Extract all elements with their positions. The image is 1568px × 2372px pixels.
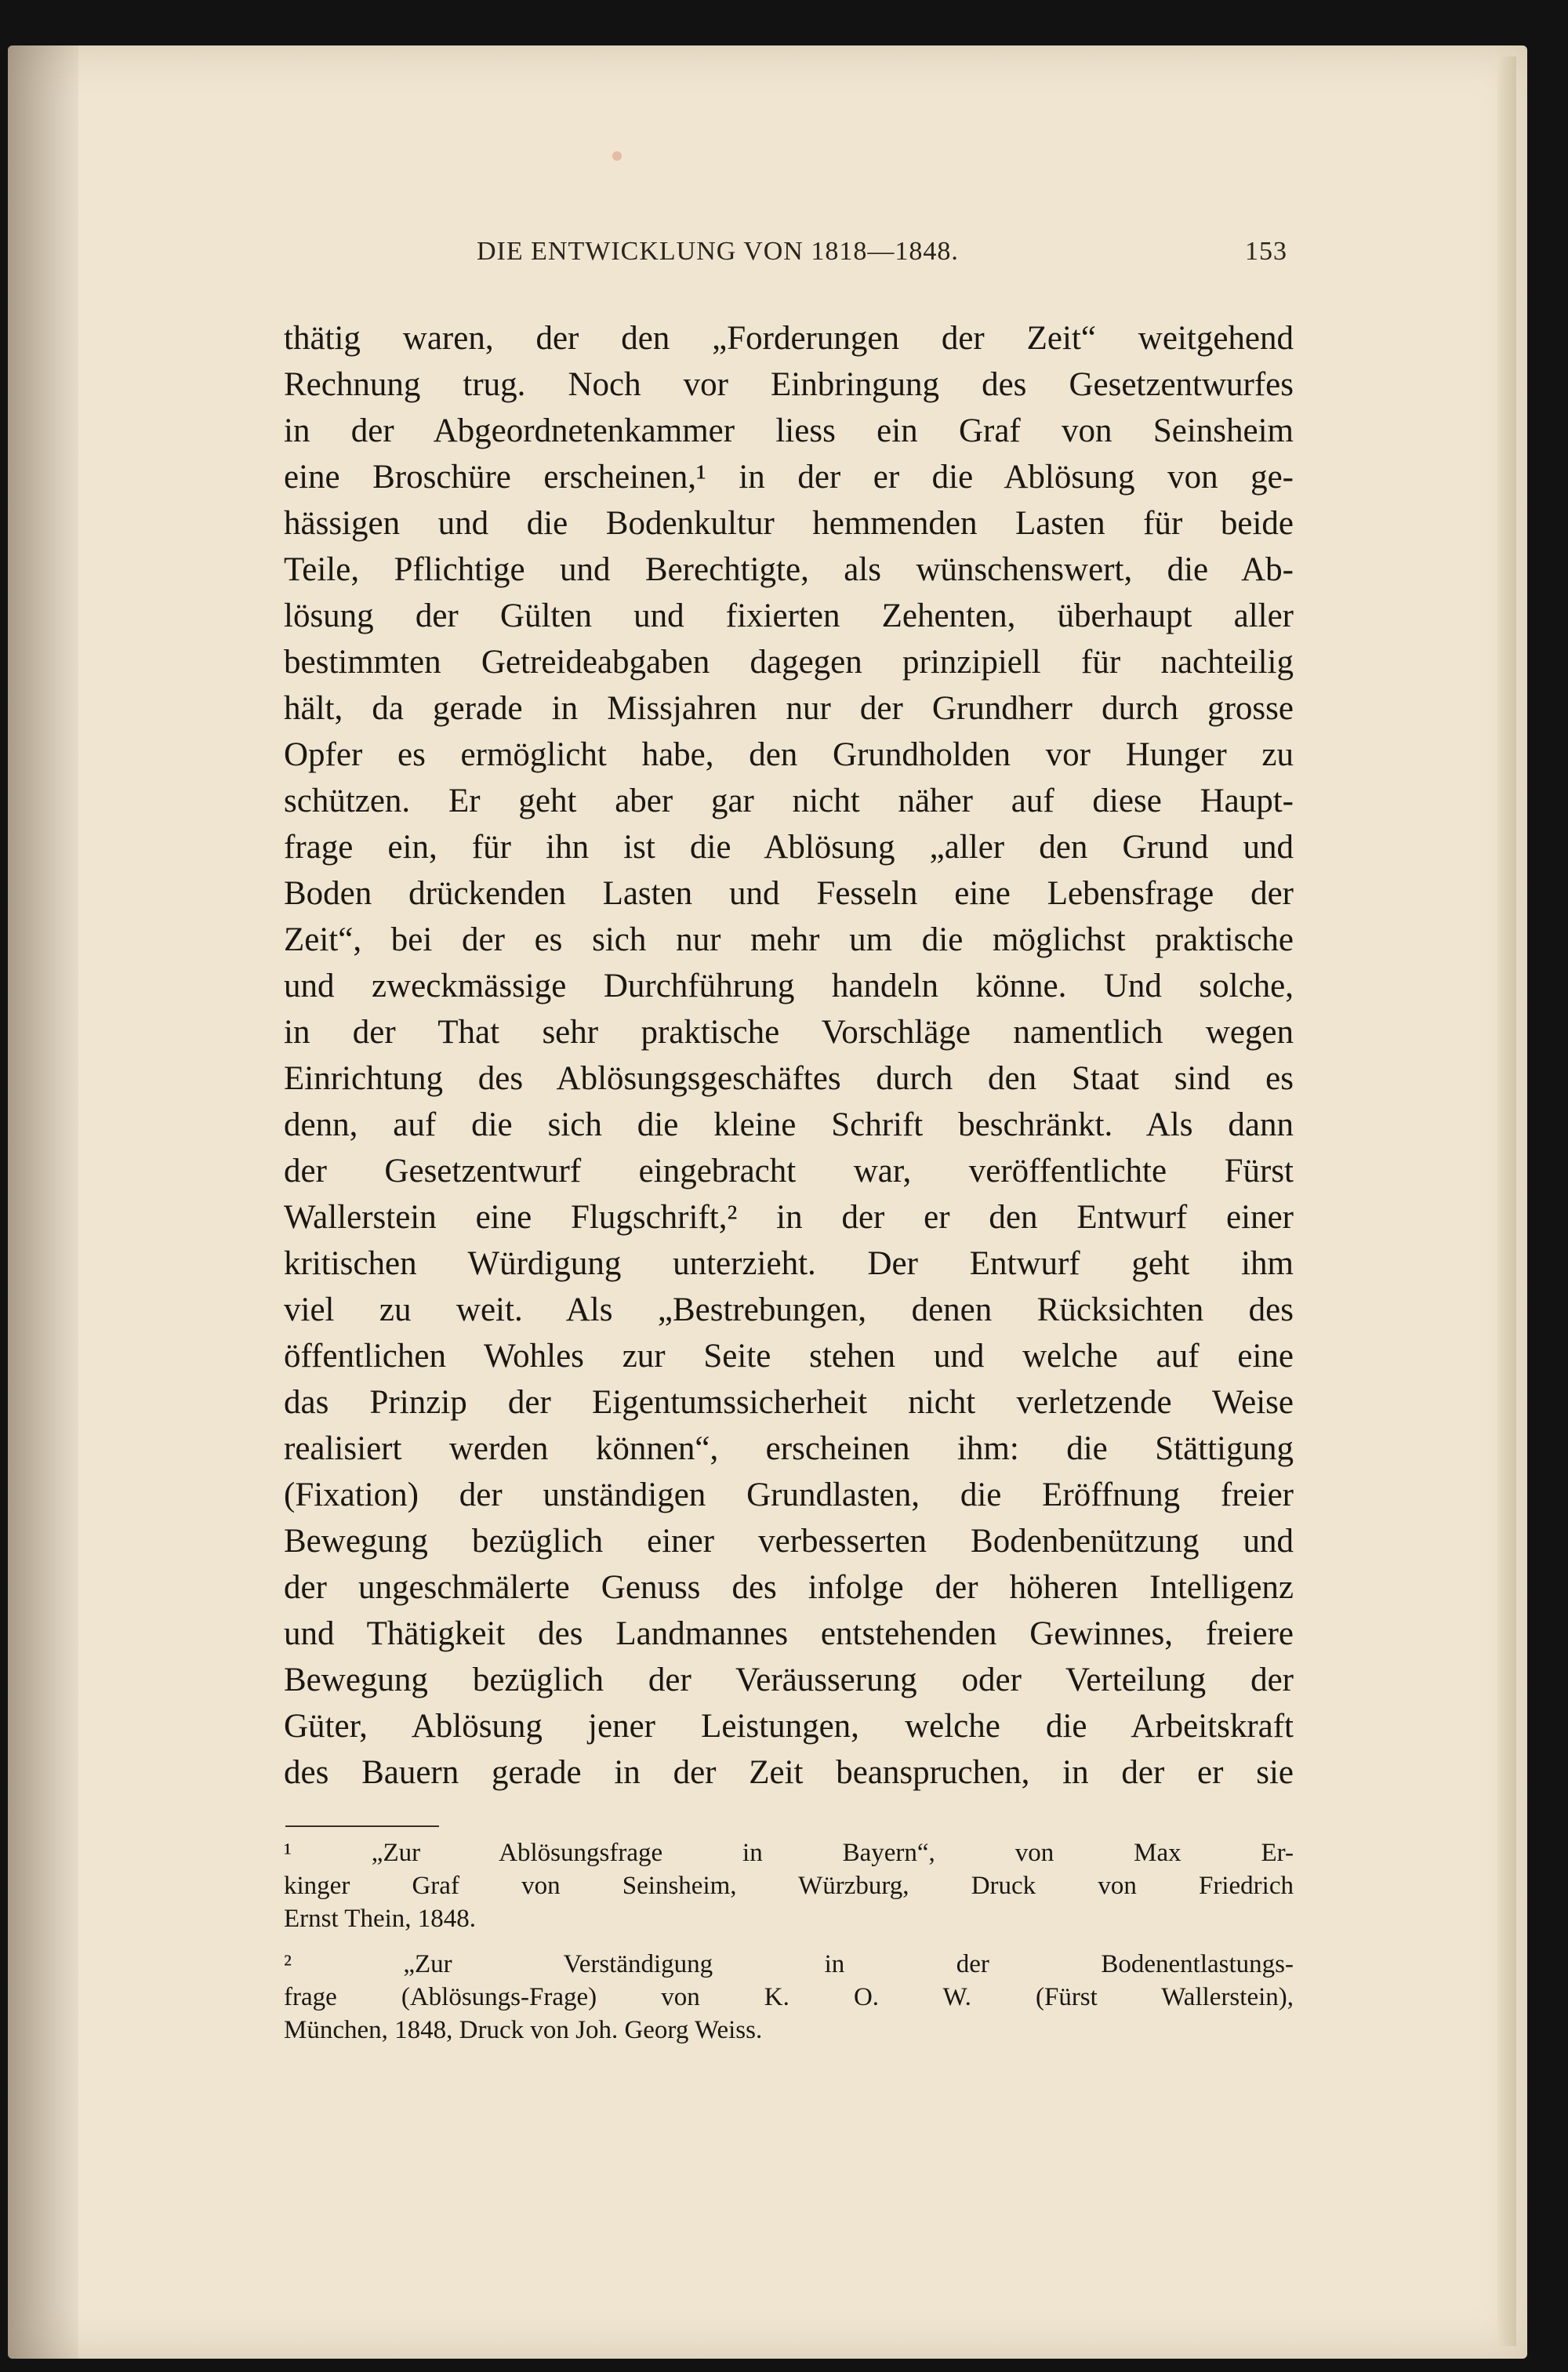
body-line: viel zu weit. Als „Bestrebungen, denen Rücksichten des	[284, 1291, 1294, 1328]
body-line: in der Abgeordnetenkammer liess ein Graf von Seinsheim	[284, 412, 1294, 449]
footnotes	[284, 1836, 1294, 2047]
footnote-line: ² „Zur Verständigung in der Bodenentlastungs-	[284, 1950, 1294, 1978]
body-line: Zeit“, bei der es sich nur mehr um die möglichst praktische	[284, 921, 1294, 958]
body-line: hässigen und die Bodenkultur hemmenden Lasten für beide	[284, 505, 1294, 542]
footnote-rule	[285, 1825, 439, 1827]
body-line: Bewegung bezüglich einer verbesserten Bodenbenützung und	[284, 1523, 1294, 1560]
body-line: Rechnung trug. Noch vor Einbringung des Gesetzentwurfes	[284, 366, 1294, 403]
body-line: realisiert werden können“, erscheinen ihm: die Stättigung	[284, 1430, 1294, 1467]
body-line: öffentlichen Wohles zur Seite stehen und welche auf eine	[284, 1338, 1294, 1375]
body-line: und zweckmässige Durchführung handeln könne. Und solche,	[284, 968, 1294, 1004]
page-number: 153	[1245, 237, 1287, 266]
body-line: Teile, Pflichtige und Berechtigte, als wünschenswert, die Ab-	[284, 551, 1294, 588]
body-line: Opfer es ermöglicht habe, den Grundholden vor Hunger zu	[284, 736, 1294, 773]
page-edge	[1497, 56, 1516, 2346]
body-line: thätig waren, der den „Forderungen der Zeit“ weitgehend	[284, 320, 1294, 357]
running-head-title: DIE ENTWICKLUNG VON 1818—1848.	[477, 237, 959, 266]
running-head	[285, 237, 1287, 278]
body-line: Einrichtung des Ablösungsgeschäftes durch den Staat sind es	[284, 1060, 1294, 1097]
footnote-line: ¹ „Zur Ablösungsfrage in Bayern“, von Max Er-	[284, 1839, 1294, 1867]
body-line: des Bauern gerade in der Zeit beanspruchen, in der er sie	[284, 1754, 1294, 1791]
footnote-line: München, 1848, Druck von Joh. Georg Weiss.	[284, 2016, 763, 2044]
body-line: hält, da gerade in Missjahren nur der Grundherr durch grosse	[284, 690, 1294, 727]
page-binding-shadow	[8, 45, 78, 2359]
body-line: eine Broschüre erscheinen,¹ in der er die Ablösung von ge-	[284, 459, 1294, 496]
footnote-2	[284, 1948, 1294, 2047]
footnote-line: kinger Graf von Seinsheim, Würzburg, Druck von Friedrich	[284, 1872, 1294, 1900]
footnote-line: Ernst Thein, 1848.	[284, 1905, 477, 1933]
body-line: in der That sehr praktische Vorschläge namentlich wegen	[284, 1014, 1294, 1051]
body-line: und Thätigkeit des Landmannes entstehenden Gewinnes, freiere	[284, 1615, 1294, 1652]
body-line: schützen. Er geht aber gar nicht näher auf diese Haupt-	[284, 783, 1294, 819]
body-text	[284, 315, 1294, 1796]
body-line: Boden drückenden Lasten und Fesseln eine Lebensfrage der	[284, 875, 1294, 912]
body-line: Wallerstein eine Flugschrift,² in der er den Entwurf einer	[284, 1199, 1294, 1236]
body-line: das Prinzip der Eigentumssicherheit nicht verletzende Weise	[284, 1384, 1294, 1421]
body-line: (Fixation) der unständigen Grundlasten, die Eröffnung freier	[284, 1477, 1294, 1513]
body-line: Güter, Ablösung jener Leistungen, welche die Arbeitskraft	[284, 1708, 1294, 1745]
body-line: der Gesetzentwurf eingebracht war, veröffentlichte Fürst	[284, 1153, 1294, 1190]
footnote-line: frage (Ablösungs-Frage) von K. O. W. (Fürst Wallerstein),	[284, 1983, 1294, 2011]
body-line: kritischen Würdigung unterzieht. Der Entwurf geht ihm	[284, 1245, 1294, 1282]
footnote-1	[284, 1836, 1294, 1935]
body-line: frage ein, für ihn ist die Ablösung „aller den Grund und	[284, 829, 1294, 866]
ink-spot	[612, 151, 622, 161]
body-line: bestimmten Getreideabgaben dagegen prinzipiell für nachteilig	[284, 644, 1294, 681]
body-line: Bewegung bezüglich der Veräusserung oder Verteilung der	[284, 1662, 1294, 1698]
body-line: der ungeschmälerte Genuss des infolge der höheren Intelligenz	[284, 1569, 1294, 1606]
body-line: denn, auf die sich die kleine Schrift beschränkt. Als dann	[284, 1106, 1294, 1143]
body-line: lösung der Gülten und fixierten Zehenten, überhaupt aller	[284, 598, 1294, 634]
